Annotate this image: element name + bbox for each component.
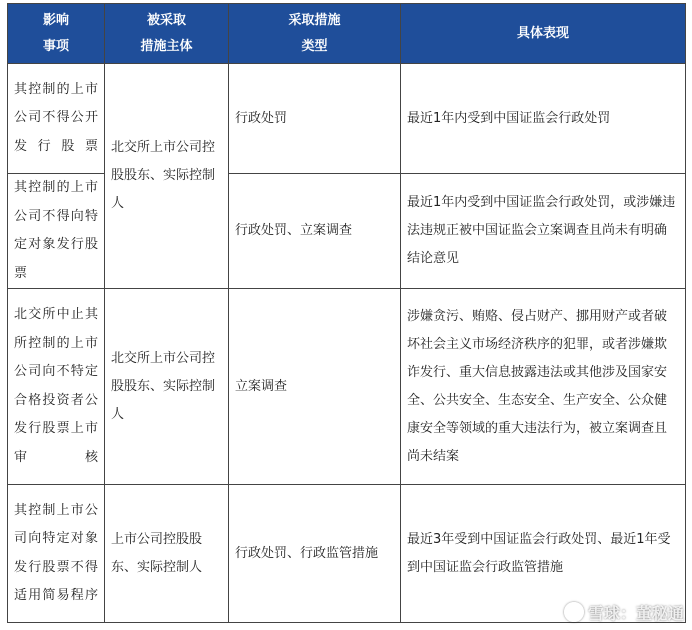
table-row: [8, 289, 686, 485]
details-cell: 涉嫌贪污、贿赂、侵占财产、挪用财产或者破坏社会主义市场经济秩序的犯罪，或者涉嫌欺诈发行、重大信息披露违法或其他涉及国家安全、公共安全、生态安全、生产安全、公众健康安全等领域的重大违法行为，被立案调查且尚未结案: [401, 289, 686, 485]
measure-type-cell: 立案调查: [229, 289, 401, 485]
header-details: 具体表现: [401, 4, 686, 64]
sanctions-table: [7, 3, 686, 623]
header-impact-item: 影响 事项: [8, 4, 105, 64]
measure-type-cell: 行政处罚: [229, 64, 401, 174]
table-row: [8, 64, 686, 174]
snowball-logo-icon: [564, 602, 584, 622]
details-cell: 最近1年内受到中国证监会行政处罚，或涉嫌违法违规正被中国证监会立案调查且尚未有明确结论意见: [401, 174, 686, 289]
details-cell: 最近1年内受到中国证监会行政处罚: [401, 64, 686, 174]
watermark-text: 雪球：董秘通: [587, 604, 684, 623]
subject-cell: 北交所上市公司控股股东、实际控制人: [105, 64, 229, 289]
header-measure-type: 采取措施 类型: [229, 4, 401, 64]
impact-item-cell: 其控制的上市公司不得公开发行股票: [8, 64, 105, 174]
subject-cell: 北交所上市公司控股股东、实际控制人: [105, 289, 229, 485]
header-row: [8, 4, 686, 64]
impact-item-cell: 北交所中止其所控制的上市公司向不特定合格投资者公发行股票上市审核: [8, 289, 105, 485]
subject-cell: 上市公司控股股东、实际控制人: [105, 485, 229, 623]
watermark: [564, 601, 684, 624]
impact-item-cell: 其控制上市公司向特定对象发行股票不得适用简易程序: [8, 485, 105, 623]
header-subject: 被采取 措施主体: [105, 4, 229, 64]
measure-type-cell: 行政处罚、立案调查: [229, 174, 401, 289]
impact-item-cell: 其控制的上市公司不得向特定对象发行股票: [8, 174, 105, 289]
details-cell: 最近3年受到中国证监会行政处罚、最近1年受到中国证监会行政监管措施: [401, 485, 686, 623]
measure-type-cell: 行政处罚、行政监管措施: [229, 485, 401, 623]
